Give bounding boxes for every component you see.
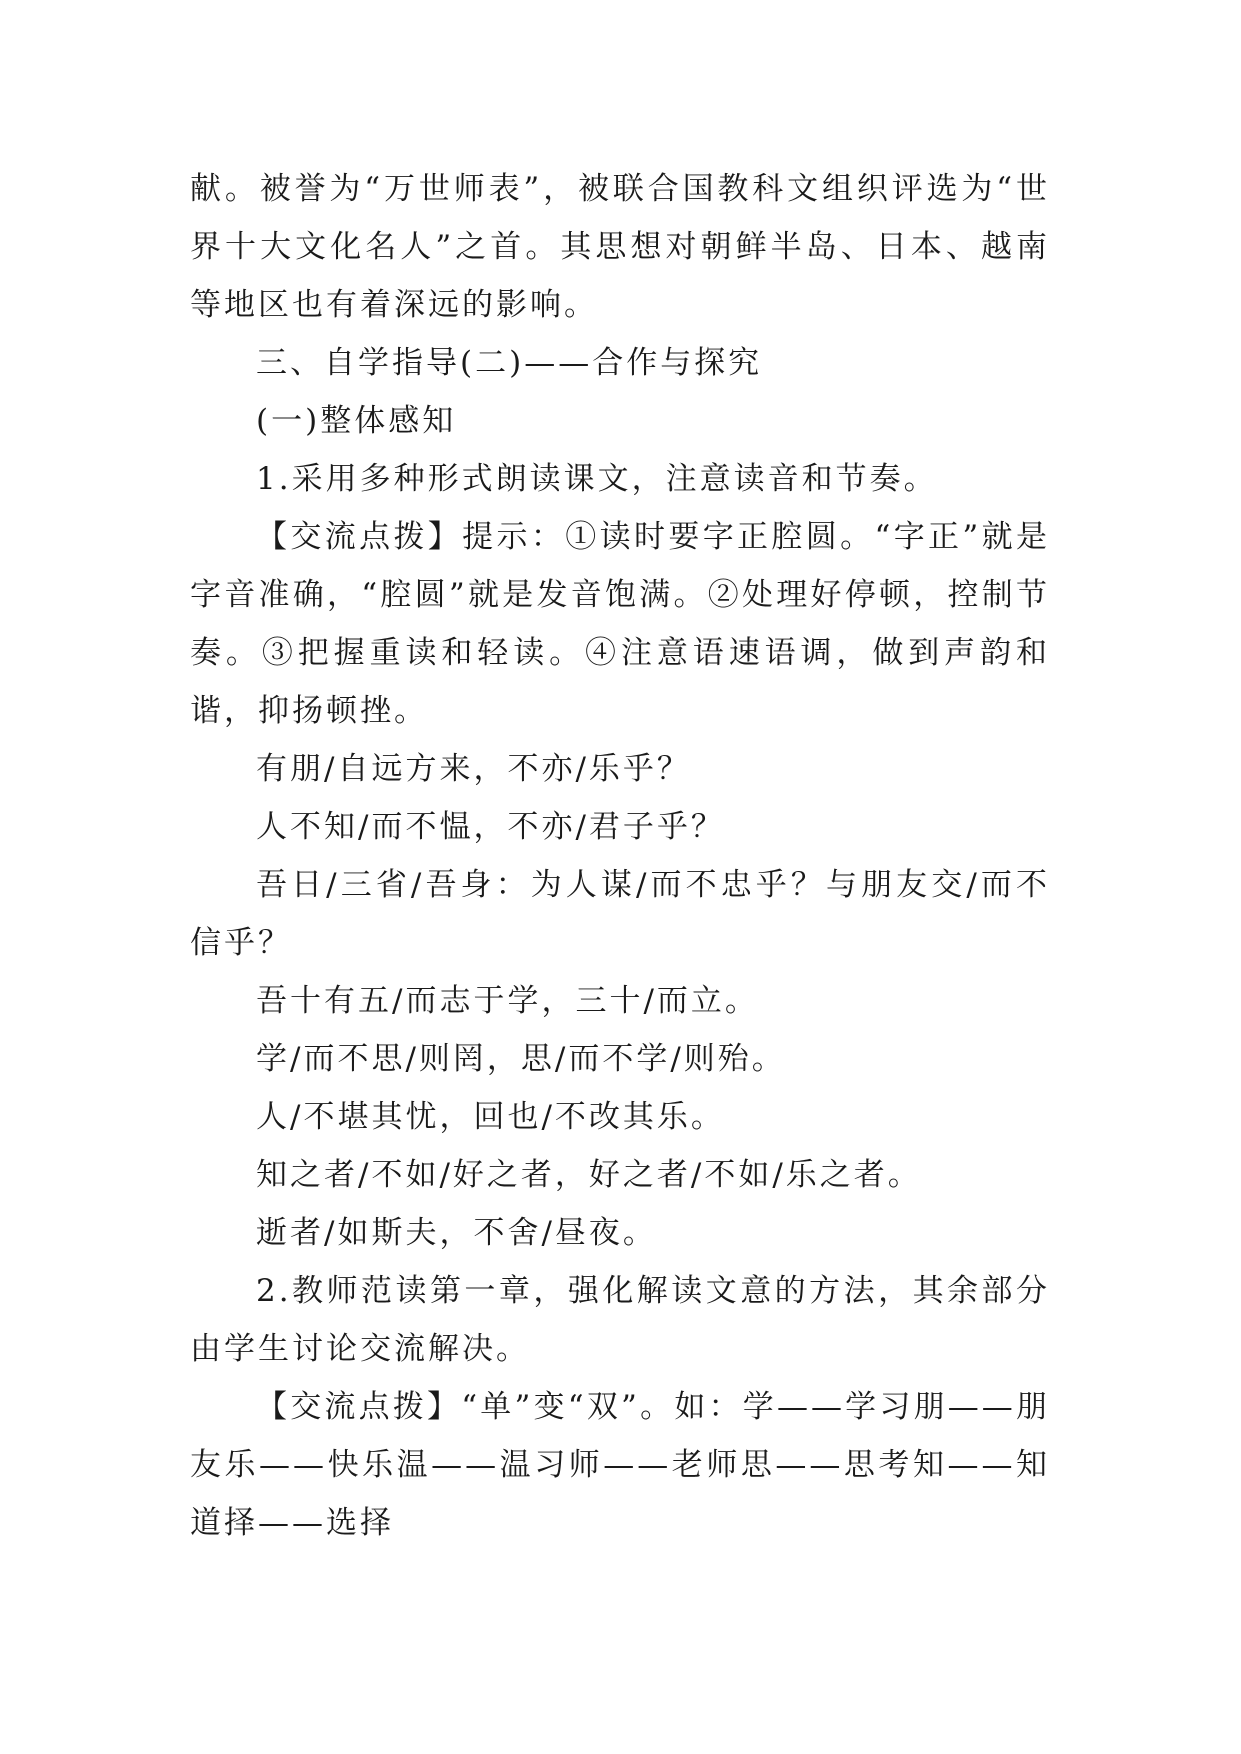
paragraph-intro-continuation: 献。被誉为“万世师表”，被联合国教科文组织评选为“世界十大文化名人”之首。其思想对朝鲜半岛、日本、越南等地区也有着深远的影响。	[190, 171, 1050, 323]
reading-line-3: 吾日/三省/吾身：为人谋/而不忠乎？与朋友交/而不信乎？	[190, 867, 1050, 961]
reading-line-8: 逝者/如斯夫，不舍/昼夜。	[256, 1215, 657, 1251]
paragraph-exchange-tips-1: 【交流点拨】提示：①读时要字正腔圆。“字正”就是字音准确，“腔圆”就是发音饱满。②处理好停顿，控制节奏。③把握重读和轻读。④注意语速语调，做到声韵和谐，抑扬顿挫。	[190, 519, 1050, 729]
reading-line-4: 吾十有五/而志于学，三十/而立。	[256, 983, 759, 1019]
reading-line-7: 知之者/不如/好之者，好之者/不如/乐之者。	[256, 1157, 922, 1193]
paragraph-instruction-2: 2.教师范读第一章，强化解读文意的方法，其余部分由学生讨论交流解决。	[190, 1273, 1050, 1367]
paragraph-exchange-tips-2: 【交流点拨】“单”变“双”。如：学——学习朋——朋友乐——快乐温——温习师——老师思——思考知——知道择——选择	[190, 1389, 1050, 1541]
document-body	[190, 160, 1050, 1552]
reading-line-6: 人/不堪其忧，回也/不改其乐。	[256, 1099, 725, 1135]
reading-line-2: 人不知/而不愠，不亦/君子乎？	[256, 809, 725, 845]
reading-line-5: 学/而不思/则罔，思/而不学/则殆。	[256, 1041, 786, 1077]
reading-line-1: 有朋/自远方来，不亦/乐乎？	[256, 751, 691, 787]
subsection-heading-overall: (一)整体感知	[256, 403, 457, 439]
section-heading-self-study: 三、自学指导(二)——合作与探究	[256, 345, 763, 381]
paragraph-instruction-1: 1.采用多种形式朗读课文，注意读音和节奏。	[256, 461, 938, 497]
